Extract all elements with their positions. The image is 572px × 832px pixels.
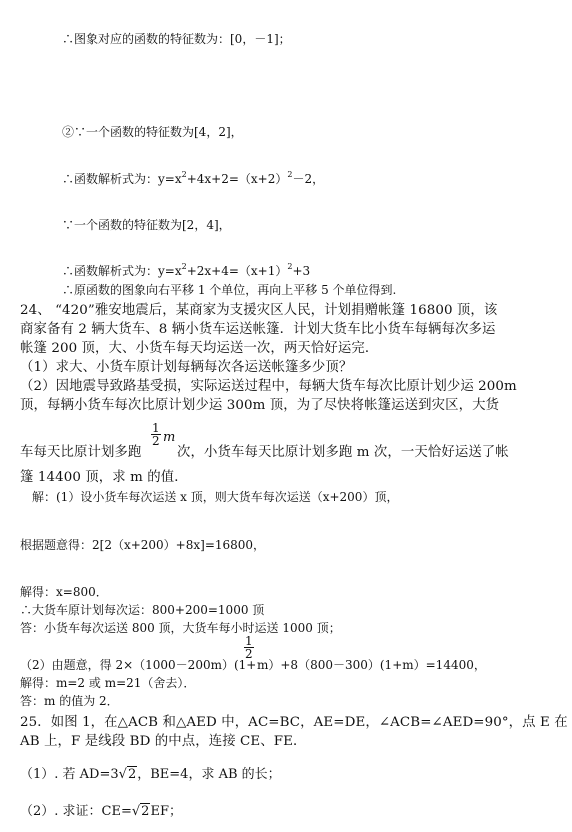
text: EF； <box>150 804 182 819</box>
text: －2， <box>292 172 325 186</box>
solution-line-function-1 <box>62 170 324 187</box>
solution-24-line-1: 解：(1）设小货车每次运送 x 顶，则大货车每次运送（x+200）顶， <box>32 490 399 504</box>
solution-24-result-x: 解得：x=800． <box>20 585 108 599</box>
problem-25-question-2 <box>20 800 182 819</box>
text: ，BE=4，求 AB 的长； <box>137 767 281 782</box>
problem-24-question-2: （2）因地震导致路基受损，实际运送过程中，每辆大货车每次比原计划少运 200m <box>20 379 517 394</box>
text: ∴函数解析式为：y=x <box>62 264 182 278</box>
solution-line-translation: ∴原函数的图象向右平移 1 个单位，再向上平移 5 个单位得到. <box>62 283 397 297</box>
solution-24-part2-b: m）+8（800－300）(1+m）=14400， <box>257 658 486 672</box>
fraction-numerator: 1 <box>245 634 253 648</box>
fraction-variable-m: m <box>163 430 176 445</box>
text: +4x+2=（x+2） <box>186 172 288 186</box>
text: （2）. 求证：CE= <box>20 804 132 819</box>
problem-25-question-1 <box>20 763 281 782</box>
solution-24-equation: 根据题意得：2[2（x+200）+8x]=16800， <box>20 538 266 552</box>
solution-24-answer-2: 答：m 的值为 2． <box>20 694 119 708</box>
problem-24-line-6: 顶，每辆小货车每次比原计划少运 300m 顶，为了尽快将帐篷运送到灾区，大货 <box>20 398 500 413</box>
problem-24-line-2: 商家备有 2 辆大货车、8 辆小货车运送帐篷．计划大货车比小货车每辆每次多运 <box>20 322 496 337</box>
problem-24-line-3: 帐篷 200 顶，大、小货车每天均运送一次，两天恰好运完． <box>20 341 379 356</box>
exponent: 2 <box>287 170 293 179</box>
problem-24-line-7b: 次，小货车每天比原计划多跑 m 次，一天恰好运送了帐 <box>177 445 509 460</box>
exponent: 2 <box>287 262 293 271</box>
solution-line-feature-0-minus1: ∴图象对应的函数的特征数为：[0，－1]； <box>62 32 291 46</box>
text: ∴函数解析式为：y=x <box>62 172 182 186</box>
radicand: 2 <box>127 767 137 782</box>
problem-24-line-1: 24、 “420”雅安地震后，某商家为支援灾区人民，计划捐赠帐篷 16800 顶，该 <box>20 303 498 318</box>
solution-24-part2-a: （2）由题意，得 2×（1000－200m）(1+ <box>20 658 257 672</box>
fraction-denominator: 2 <box>245 647 253 661</box>
solution-line-function-2 <box>62 262 310 279</box>
square-root: √2 <box>131 804 150 819</box>
problem-24-line-7a: 车每天比原计划多跑 <box>20 445 142 460</box>
solution-24-big-truck: ∴大货车原计划每次运：800+200=1000 顶 <box>20 603 265 617</box>
problem-25-line-1: 25．如图 1，在△ACB 和△AED 中，AC=BC，AE=DE，∠ACB=∠AED=90°，点 E 在 <box>20 715 568 730</box>
text: +2x+4=（x+1） <box>186 264 288 278</box>
exponent: 2 <box>181 262 187 271</box>
fraction-numerator: 1 <box>152 421 160 435</box>
fraction-one-half <box>151 422 161 447</box>
text: （1）. 若 AD=3 <box>20 767 119 782</box>
fraction-denominator: 2 <box>152 434 160 448</box>
square-root: √2 <box>118 767 137 782</box>
solution-line-feature-4-2: ②∵一个函数的特征数为[4，2]， <box>62 125 243 139</box>
solution-24-result-m: 解得：m=2 或 m=21（舍去）． <box>20 676 196 690</box>
solution-24-answer-1: 答：小货车每次运送 800 顶，大货车每小时运送 1000 顶； <box>20 621 341 635</box>
radicand: 2 <box>141 804 150 819</box>
text: +3 <box>292 264 311 278</box>
problem-25-line-2: AB 上，F 是线段 BD 的中点，连接 CE、FE． <box>20 734 307 749</box>
problem-24-line-8: 篷 14400 顶，求 m 的值． <box>20 470 188 485</box>
exponent: 2 <box>181 170 187 179</box>
problem-24-question-1: （1）求大、小货车原计划每辆每次各运送帐篷多少顶？ <box>20 360 353 375</box>
solution-line-feature-2-4: ∵一个函数的特征数为[2，4]， <box>62 218 231 232</box>
